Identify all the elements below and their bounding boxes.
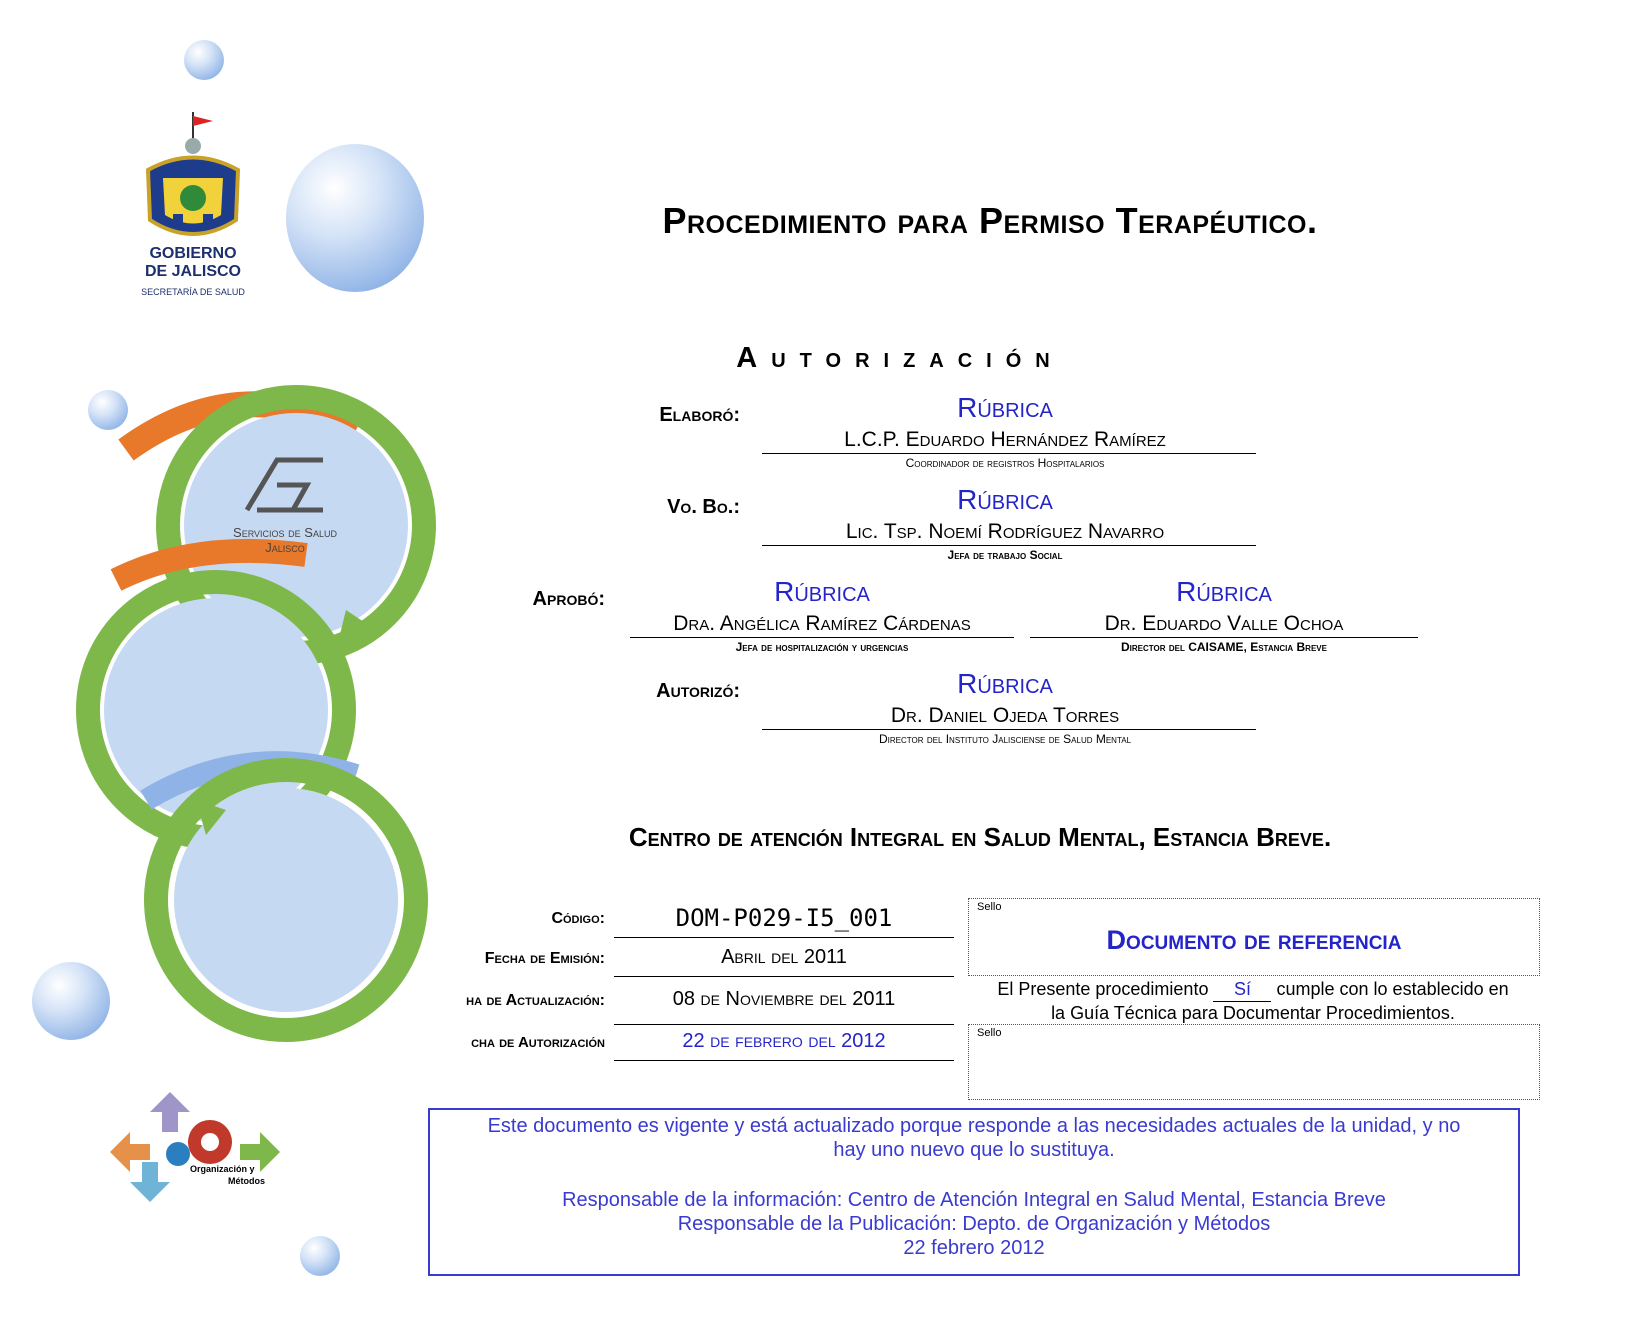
codigo-value: DOM-P029-I5_001 xyxy=(675,904,893,932)
cumple-line2: la Guía Técnica para Documentar Procedimientos. xyxy=(1051,1003,1455,1023)
cumple-pre: El Presente procedimiento xyxy=(997,979,1209,999)
actualizacion-value: 08 de Noviembre del 2011 xyxy=(672,988,896,1010)
autorizacion-label: cha de Autorización xyxy=(471,1034,605,1051)
rubrica-vobo: Rúbrica xyxy=(957,484,1053,515)
emision-value: Abril del 2011 xyxy=(721,946,847,968)
rubrica-autorizo: Rúbrica xyxy=(957,668,1053,699)
post-aprobo-left: Jefa de hospitalización y urgencias xyxy=(735,640,909,654)
field-line xyxy=(614,976,954,977)
organizacion-metodos-logo xyxy=(110,1092,290,1202)
post-autorizo: Director del Instituto Jalisciense de Salud Mental xyxy=(878,732,1132,746)
role-vobo: Vo. Bo.: xyxy=(667,496,740,518)
cumple-line1 xyxy=(968,978,1538,1002)
rubrica-aprobo-right: Rúbrica xyxy=(1176,576,1272,607)
vigente-line4: Responsable de la Publicación: Depto. de Organización y Métodos xyxy=(677,1213,1271,1235)
cumple-value: Sí xyxy=(1213,978,1271,1002)
gov-line3: SECRETARÍA DE SALUD xyxy=(141,287,245,297)
vigente-line2: hay uno nuevo que lo sustituya. xyxy=(833,1139,1115,1161)
name-aprobo-left: Dra. Angélica Ramírez Cárdenas xyxy=(673,612,971,635)
document-title: Procedimiento para Permiso Terapéutico. xyxy=(662,200,1318,241)
center-title: Centro de atención Integral en Salud Mental, Estancia Breve. xyxy=(628,822,1332,852)
ssj-line1: Servicios de Salud xyxy=(233,525,337,540)
post-aprobo-right: Director del CAISAME, Estancia Breve xyxy=(1121,640,1327,654)
vigente-line5: 22 febrero 2012 xyxy=(903,1237,1045,1259)
autorizacion-label-clip xyxy=(428,1034,605,1051)
actualizacion-label: ha de Actualización: xyxy=(466,992,605,1009)
name-autorizo: Dr. Daniel Ojeda Torres xyxy=(890,704,1120,727)
coat-of-arms-icon xyxy=(118,110,268,240)
signature-line xyxy=(630,637,1014,638)
ssj-emblem-icon xyxy=(237,450,333,520)
signature-line xyxy=(762,453,1256,454)
rubrica-elaboro: Rúbrica xyxy=(957,392,1053,423)
signature-line xyxy=(762,545,1256,546)
ssj-line2: Jalisco xyxy=(265,540,305,555)
post-elaboro: Coordinador de registros Hospitalarios xyxy=(905,456,1105,470)
cumple-post: cumple con lo establecido en xyxy=(1276,979,1509,999)
autorizacion-value: 22 de febrero del 2012 xyxy=(682,1030,886,1052)
signature-line xyxy=(762,729,1256,730)
om-line2: Métodos xyxy=(228,1176,265,1186)
om-line1: Organización y xyxy=(190,1164,255,1174)
vigencia-box xyxy=(428,1108,1520,1276)
cumple-text xyxy=(968,978,1538,1025)
gov-line2: DE JALISCO xyxy=(144,263,241,280)
actualizacion-label-clip xyxy=(428,992,605,1010)
post-vobo: Jefa de trabajo Social xyxy=(947,548,1063,562)
gov-line1: GOBIERNO xyxy=(149,245,237,262)
ssj-logo xyxy=(200,450,370,555)
role-elaboro: Elaboró: xyxy=(659,404,740,426)
gobierno-jalisco-logo xyxy=(118,110,268,310)
vigente-line1: Este documento es vigente y está actualizado porque responde a las necesidades actuales de la unidad, y no xyxy=(487,1115,1461,1137)
sello-label: Sello xyxy=(977,901,1002,913)
bubble-decoration xyxy=(286,144,424,292)
emision-label: Fecha de Emisión: xyxy=(484,950,605,967)
name-elaboro: L.C.P. Eduardo Hernández Ramírez xyxy=(844,428,1166,451)
field-line xyxy=(614,1060,954,1061)
documento-referencia: Documento de referencia xyxy=(1106,925,1402,955)
sello-box-bottom xyxy=(968,1024,1540,1100)
bubble-decoration xyxy=(300,1236,340,1276)
name-aprobo-right: Dr. Eduardo Valle Ochoa xyxy=(1104,612,1344,635)
codigo-label: Código: xyxy=(551,910,605,927)
bubble-decoration xyxy=(184,40,224,80)
authorization-heading: Autorización xyxy=(736,342,1064,374)
field-line xyxy=(614,1024,954,1025)
rubrica-aprobo-left: Rúbrica xyxy=(774,576,870,607)
role-autorizo: Autorizó: xyxy=(656,680,740,702)
field-line xyxy=(614,937,954,938)
name-vobo: Lic. Tsp. Noemí Rodríguez Navarro xyxy=(845,520,1165,543)
sello-label: Sello xyxy=(977,1027,1002,1039)
vigente-line3: Responsable de la información: Centro de Atención Integral en Salud Mental, Estancia Breve xyxy=(562,1189,1386,1211)
signature-line xyxy=(1030,637,1418,638)
sello-box-top xyxy=(968,898,1540,976)
role-aprobo: Aprobó: xyxy=(532,588,605,610)
